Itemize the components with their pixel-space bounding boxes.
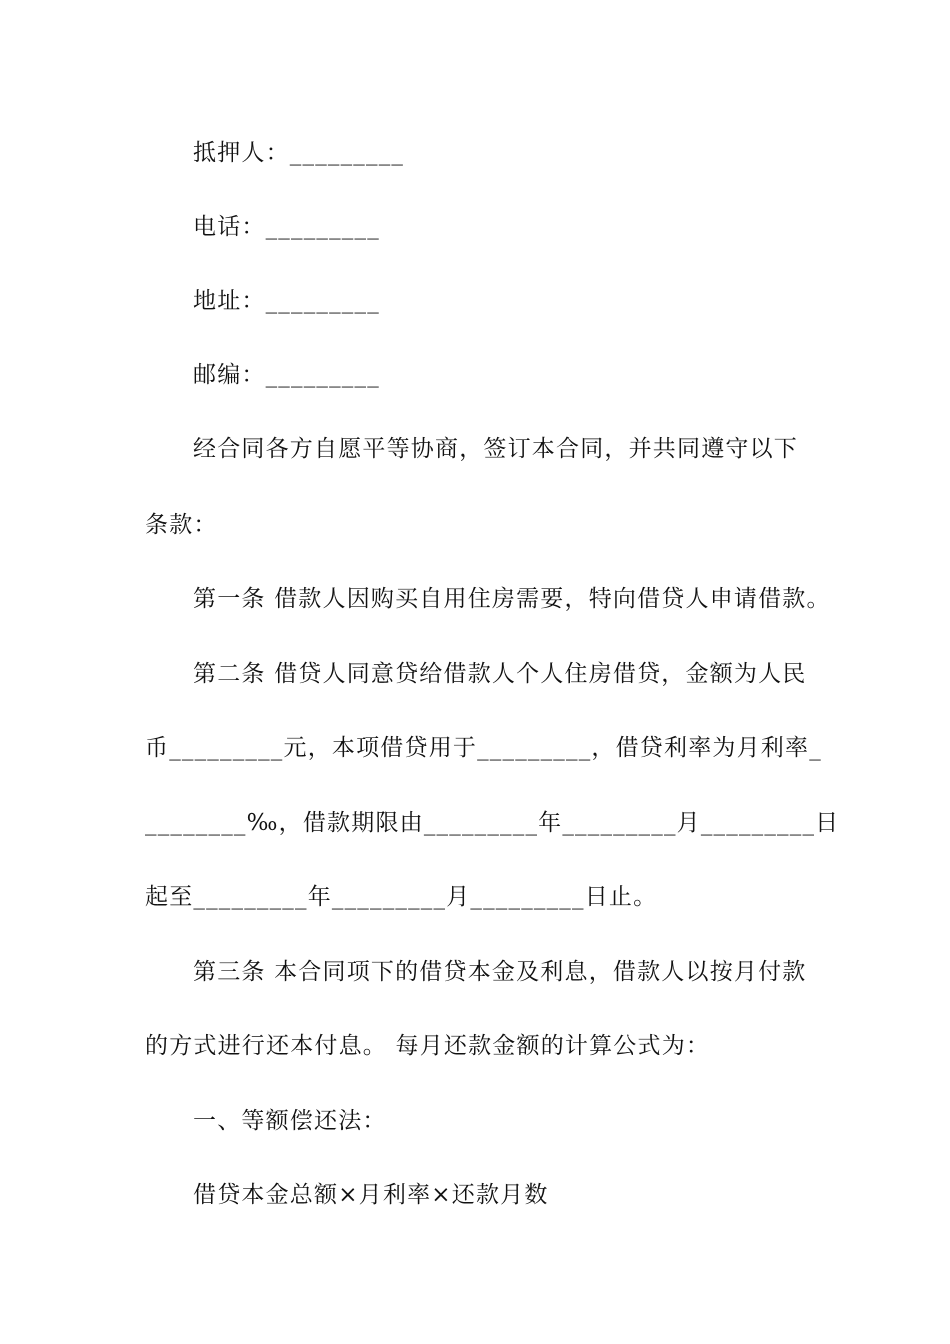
postcode-field: 邮编：_________ [193,362,380,388]
phone-field: 电话：_________ [193,214,380,240]
method-heading: 一、等额偿还法： [193,1108,387,1134]
mortgagor-field: 抵押人：_________ [193,140,405,166]
article-3-line-1: 第三条 本合同项下的借贷本金及利息，借款人以按月付款 [193,959,807,985]
article-3-line-2: 的方式进行还本付息。 每月还款金额的计算公式为： [145,1033,711,1059]
address-field: 地址：_________ [193,288,380,314]
article-2-line-1: 第二条 借贷人同意贷给借款人个人住房借贷，金额为人民 [193,661,807,687]
preamble-line-2: 条款： [145,512,218,538]
formula-line: 借贷本金总额×月利率×还款月数 [193,1182,549,1208]
article-2-line-3: ________‰，借款期限由_________年_________月_________日 [145,810,840,836]
article-2-line-2: 币_________元，本项借贷用于_________，借贷利率为月利率_ [145,735,822,761]
article-2-line-4: 起至_________年_________月_________日止。 [145,884,658,910]
article-1: 第一条 借款人因购买自用住房需要，特向借贷人申请借款。 [193,586,831,612]
preamble-line-1: 经合同各方自愿平等协商，签订本合同，并共同遵守以下 [193,436,798,462]
